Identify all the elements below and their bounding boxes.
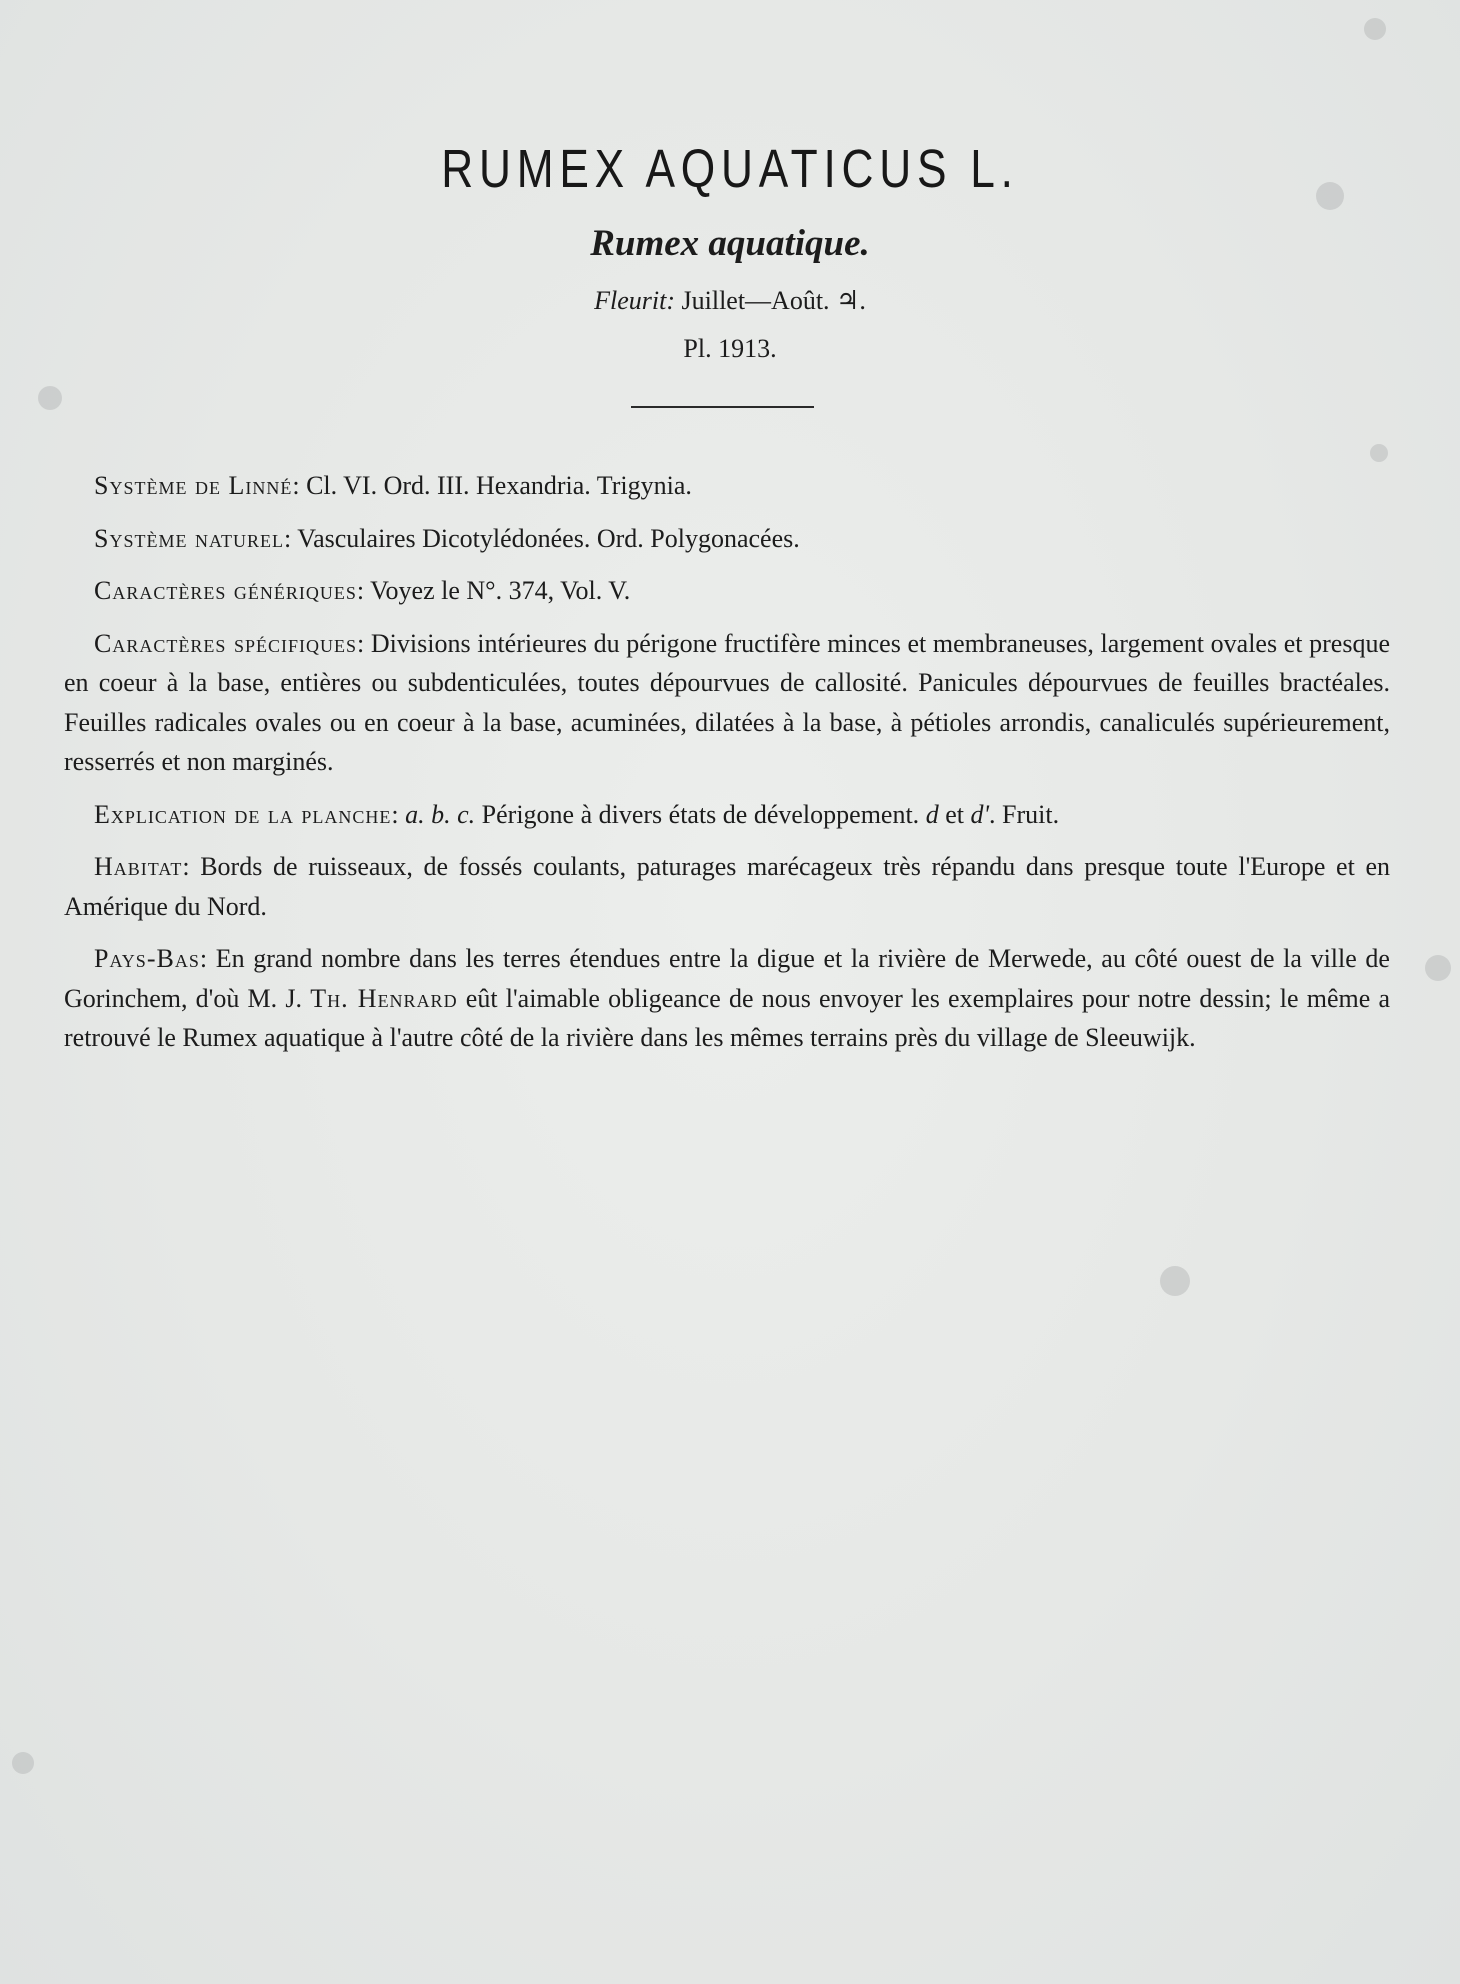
flowering-line — [0, 286, 1460, 316]
section-paysbas: Pays-Bas: En grand nombre dans les terres étendues entre la digue et la rivière de Merwede, au côté ouest de la ville de Gorinchem, d'où M. J. Th. Henrard eût l'aimable obligeance de nous envoyer les exemplaires pour notre dessin; le même a retrouvé le Rumex aquatique à l'autre côté de la rivière dans les mêmes terrains près du village de Sleeuwijk. — [64, 944, 1391, 1052]
paper-spot — [1425, 955, 1451, 981]
species-title: RUMEX AQUATICUS L. — [441, 139, 1019, 199]
figure-letter-d: d — [925, 799, 939, 829]
section-generiques: Caractères génériques: Voyez le N°. 374, Vol. V. — [94, 576, 631, 605]
person-name: Th. Henrard — [310, 983, 458, 1013]
paper-spot — [1370, 444, 1388, 462]
flowering-label: Fleurit: — [594, 286, 675, 315]
section-text: Périgone à divers états de développement. — [481, 799, 920, 829]
flowering-value: Juillet—Août. ♃. — [681, 286, 866, 315]
section-heading: Caractères génériques — [94, 576, 357, 605]
paper-spot — [12, 1752, 34, 1774]
section-explication: Explication de la planche: a. b. c. Périgone à divers états de développement. d et d'. Fruit. — [94, 799, 1060, 829]
section-heading: Explication de la planche — [94, 799, 392, 829]
section-heading: Pays-Bas — [94, 944, 200, 973]
section-heading: Système naturel — [94, 523, 284, 553]
section-specifiques: Caractères spécifiques: Divisions intérieures du périgone fructifère minces et membraneuses, largement ovales et presque en coeur à la base, entières ou subdenticulées, toutes dépourvues de callosité. Panicules dépourvues de feuilles bractéales. Feuilles radicales ovales ou en coeur à la base, acuminées, dilatées à la base, à pétioles arrondis, canaliculés supérieurement, resserrés et non marginés. — [64, 628, 1390, 776]
paper-spot — [1160, 1266, 1190, 1296]
section-text: Divisions intérieures du périgone fructifère minces et membraneuses, largement ovales et presque en coeur à la base, entières ou subdenticulées, toutes dépourvues de callosité. Panicules dépourvues de feuilles bractéales. Feuilles radicales ovales ou en coeur à la base, acuminées, dilatées à la base, à pétioles arrondis, canaliculés supérieurement, resserrés et non marginés. — [64, 628, 1390, 776]
section-text: eût l'aimable obligeance de nous envoyer les exemplaires pour notre dessin; le même a retrouvé le Rumex aquatique à l'autre côté de la rivière dans les mêmes terrains près du village de Sleeuwijk. — [64, 983, 1391, 1052]
figure-letters: a. b. c. — [405, 799, 476, 829]
section-text: Bords de ruisseaux, de fossés coulants, paturages marécageux très répandu dans presque toute l'Europe et en Amérique du Nord. — [64, 852, 1390, 921]
common-name: Rumex aquatique. — [590, 223, 870, 264]
section-text: Vasculaires Dicotylédonées. Ord. Polygonacées. — [297, 523, 800, 553]
section-text-et: et — [945, 799, 964, 829]
section-text: Voyez le N°. 374, Vol. V. — [370, 576, 631, 605]
section-text-end: . Fruit. — [989, 799, 1060, 829]
plate-number: Pl. 1913. — [683, 334, 777, 363]
section-naturel: Système naturel: Vasculaires Dicotylédonées. Ord. Polygonacées. — [94, 523, 800, 553]
figure-letter-d-prime: d' — [970, 799, 990, 829]
section-heading: Habitat — [94, 852, 183, 881]
section-linne: Système de Linné: Cl. VI. Ord. III. Hexandria. Trigynia. — [94, 471, 692, 500]
section-text: En grand nombre dans les terres étendues entre la digue et la rivière de Merwede, au côté ouest de la ville de Gorinchem, d'où M. J. — [64, 944, 1390, 1013]
paper-spot — [38, 386, 62, 410]
title-divider — [631, 406, 814, 408]
section-text: Cl. VI. Ord. III. Hexandria. Trigynia. — [306, 471, 692, 500]
section-heading: Caractères spécifiques — [94, 628, 358, 658]
description-body — [64, 466, 1390, 1071]
paper-spot — [1364, 18, 1386, 40]
section-heading: Système de Linné — [94, 471, 293, 500]
section-habitat: Habitat: Bords de ruisseaux, de fossés coulants, paturages marécageux très répandu dans presque toute l'Europe et en Amérique du Nord. — [64, 852, 1390, 921]
